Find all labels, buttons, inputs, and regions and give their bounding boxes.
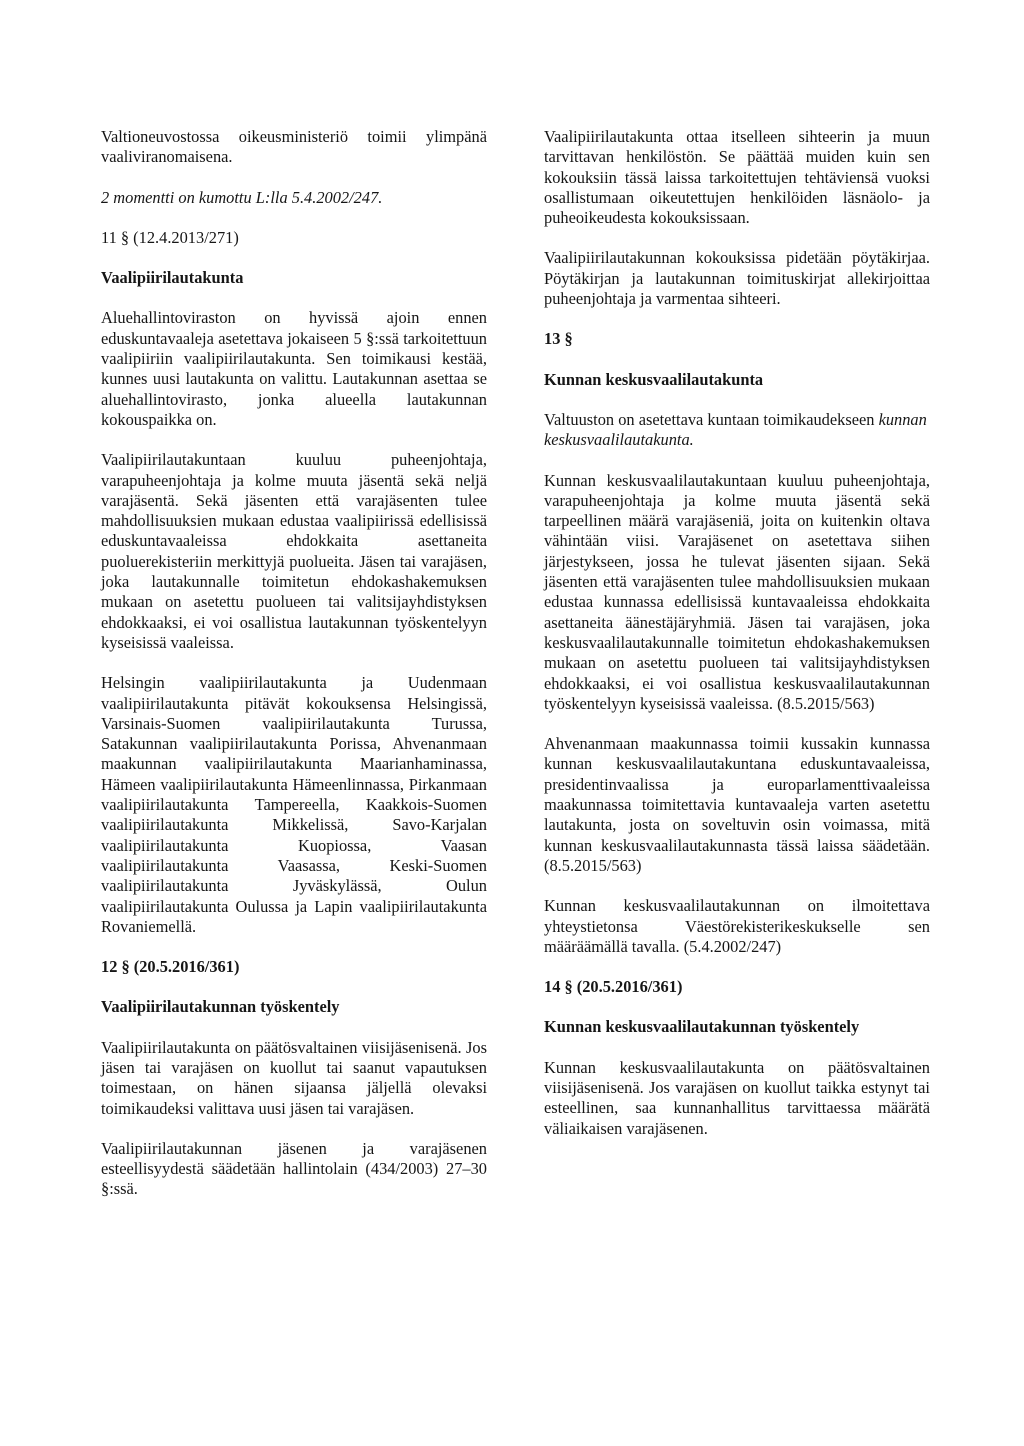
paragraph: Ahvenanmaan maakunnassa toimii kussakin kunnassa kunnan keskusvaalilautakuntana eduskuntavaaleissa, presidentinvaalissa ja europarlamenttivaaleissa maakunnassa toimitettavia kuntavaaleja varten asetettu lautakunta, josta on soveltuvin osin voimassa, mitä kunnan keskusvaalilautakunnasta tässä laissa säädetään. (8.5.2015/563) (544, 734, 930, 875)
paragraph-text: Valtuuston on asetettava kuntaan toimikaudekseen (544, 409, 879, 429)
repeal-note: 2 momentti on kumottu L:lla 5.4.2002/247. (101, 187, 383, 207)
paragraph: Vaalipiirilautakunnan jäsenen ja varajäsenen esteellisyydestä säädetään hallintolain (434/2003) 27–30 §:ssä. (101, 1138, 487, 1199)
section-number-11: 11 § (12.4.2013/271) (101, 227, 239, 247)
paragraph: Vaalipiirilautakuntaan kuuluu puheenjohtaja, varapuheenjohtaja ja kolme muuta jäsentä sekä neljä varajäsentä. Sekä jäsenten että varajäsenten tulee mahdollisuuksien mukaan edustaa vaalipiirissä edellisissä eduskuntavaaleissa ehdokkaita asettaneita puoluerekisteriin merkittyjä puolueita. Jäsen tai varajäsen, joka lautakunnalle toimitetun ehdokashakemuksen mukaan on asetettu puolueen tai valitsijayhdistyksen ehdokkaaksi, ei voi osallistua lautakunnan työskentelyyn kyseisissä vaaleissa. (101, 450, 487, 652)
paragraph: Vaalipiirilautakunta on päätösvaltainen viisijäsenisenä. Jos jäsen tai varajäsen on kuollut tai saanut vapautuksen toimestaan, on hänen sijaansa jäljellä olevaksi toimikaudeksi valittava uusi jäsen tai varajäsen. (101, 1037, 487, 1118)
right-column (544, 127, 930, 1159)
paragraph: Aluehallintoviraston on hyvissä ajoin ennen eduskuntavaaleja asetettava jokaiseen 5 §:ssä tarkoitettuun vaalipiiriin vaalipiirilautakunta. Sen toimikausi kestää, kunnes uusi lautakunta on valittu. Lautakunnan asettaa se aluehallintovirasto, jonka alueella lautakunnan kokouspaikka on. (101, 308, 487, 429)
paragraph: Vaalipiirilautakunnan kokouksissa pidetään pöytäkirjaa. Pöytäkirjan ja lautakunnan toimituskirjat allekirjoittaa puheenjohtaja ja varmentaa sihteeri. (544, 248, 930, 309)
section-number-12: 12 § (20.5.2016/361) (101, 957, 240, 977)
section-heading-14: Kunnan keskusvaalilautakunnan työskentely (544, 1017, 860, 1037)
paragraph: Kunnan keskusvaalilautakuntaan kuuluu puheenjohtaja, varapuheenjohtaja ja kolme muuta jäsentä sekä tarpeellinen määrä varajäseniä, joita on kuitenkin oltava vähintään viisi. Varajäsenet on asetettava siihen järjestykseen, jossa he tulevat jäsenten sijaan. Sekä jäsenten että varajäsenten tulee mahdollisuuksien mukaan edustaa kunnassa edellisissä kuntavaaleissa ehdokkaita asettaneita äänestäjäryhmiä. Jäsen tai varajäsen, joka keskusvaalilautakunnalle toimitetun ehdokashakemuksen mukaan on asetettu puolueen tai valitsijayhdistyksen ehdokkaaksi, ei voi osallistua keskusvaalilautakunnan työskentelyyn kyseisissä vaaleissa. (8.5.2015/563) (544, 470, 930, 713)
left-column (101, 127, 487, 1220)
paragraph: Kunnan keskusvaalilautakunta on päätösvaltainen viisijäsenisenä. Jos varajäsen on kuollut taikka estynyt tai esteellinen, saa kunnanhallitus tarvittaessa määrätä väliaikaisen varajäsenen. (544, 1057, 930, 1138)
section-heading-12: Vaalipiirilautakunnan työskentely (101, 997, 340, 1017)
section-number-14: 14 § (20.5.2016/361) (544, 977, 683, 997)
section-heading-13: Kunnan keskusvaalilautakunta (544, 369, 764, 389)
section-number-13: 13 § (544, 329, 573, 349)
italic-term: kunnan keskusvaalilautakunta. (544, 409, 927, 450)
paragraph (544, 410, 930, 451)
paragraph: Vaalipiirilautakunta ottaa itselleen sihteerin ja muun tarvittavan henkilöstön. Se päättää muiden kuin sen kokouksiin tässä laissa tarkoitettujen tehtäviensä vuoksi osallistumaan oikeutettujen henkilöiden läsnäolo- ja puheoikeudesta kokouksissaan. (544, 127, 930, 228)
paragraph: Valtioneuvostossa oikeusministeriö toimii ylimpänä vaaliviranomaisena. (101, 127, 487, 167)
paragraph: Helsingin vaalipiirilautakunta ja Uudenmaan vaalipiirilautakunta pitävät kokouksensa Helsingissä, Varsinais-Suomen vaalipiirilautakunta Turussa, Satakunnan vaalipiirilautakunta Porissa, Ahvenanmaan maakunnan vaalipiirilautakunta Maarianhaminassa, Hämeen vaalipiirilautakunta Hämeenlinnassa, Pirkanmaan vaalipiirilautakunta Tampereella, Kaakkois-Suomen vaalipiirilautakunta Mikkelissä, Savo-Karjalan vaalipiirilautakunta Kuopiossa, Vaasan vaalipiirilautakunta Vaasassa, Keski-Suomen vaalipiirilautakunta Jyväskylässä, Oulun vaalipiirilautakunta Oulussa ja Lapin vaalipiirilautakunta Rovaniemellä. (101, 673, 487, 936)
paragraph: Kunnan keskusvaalilautakunnan on ilmoitettava yhteystietonsa Väestörekisterikeskukselle sen määräämällä tavalla. (5.4.2002/247) (544, 896, 930, 956)
section-heading-11: Vaalipiirilautakunta (101, 268, 244, 288)
